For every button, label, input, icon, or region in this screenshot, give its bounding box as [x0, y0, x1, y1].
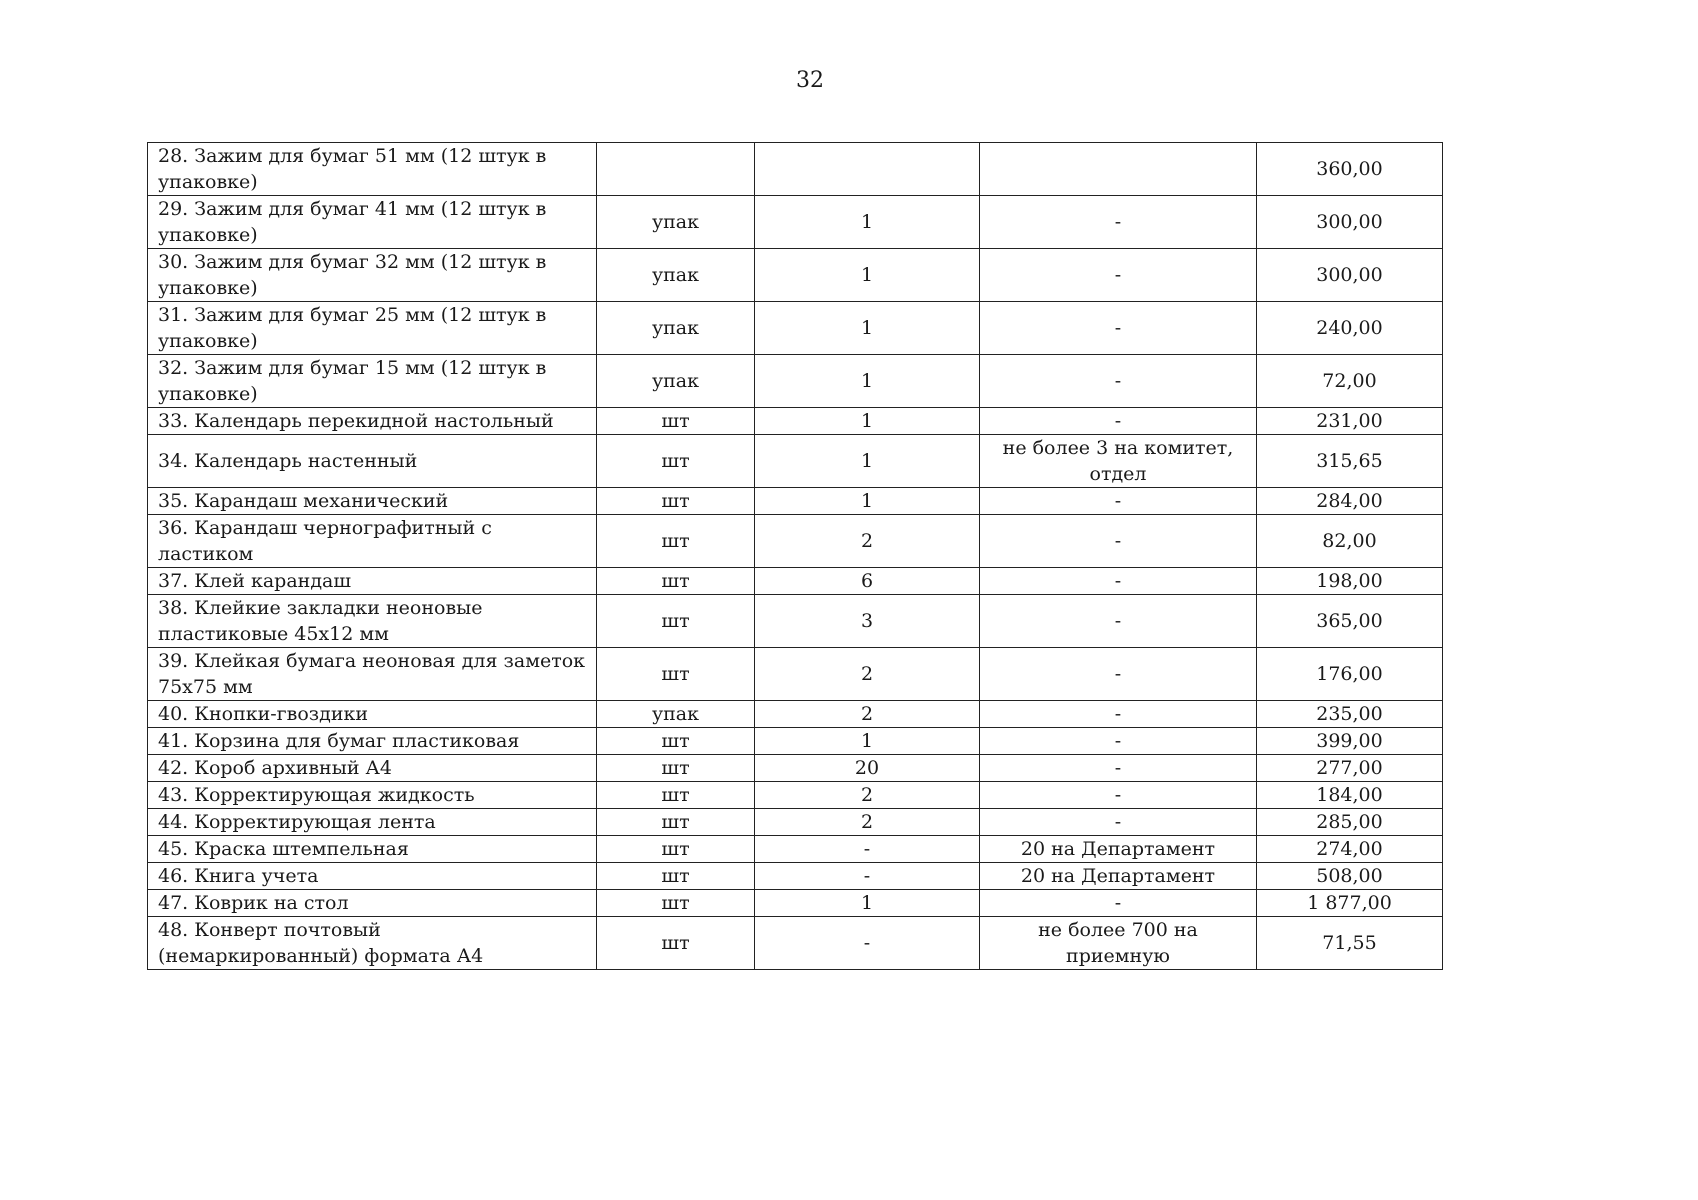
- item-name-cell: 32. Зажим для бумаг 15 мм (12 штук в упаковке): [148, 355, 597, 408]
- unit-cell: шт: [597, 836, 755, 863]
- item-name-cell: 43. Корректирующая жидкость: [148, 782, 597, 809]
- quantity-cell: 2: [755, 648, 980, 701]
- quantity-cell: 1: [755, 408, 980, 435]
- quantity-cell: 1: [755, 355, 980, 408]
- item-name-cell: 28. Зажим для бумаг 51 мм (12 штук в упаковке): [148, 143, 597, 196]
- quantity-cell: 3: [755, 595, 980, 648]
- table-row: [148, 595, 1443, 648]
- quantity-cell: 2: [755, 782, 980, 809]
- quantity-cell: [755, 143, 980, 196]
- quantity-cell: 1: [755, 302, 980, 355]
- item-name-cell: 37. Клей карандаш: [148, 568, 597, 595]
- item-name-cell: 44. Корректирующая лента: [148, 809, 597, 836]
- item-name-cell: 30. Зажим для бумаг 32 мм (12 штук в упаковке): [148, 249, 597, 302]
- note-cell: не более 3 на комитет, отдел: [980, 435, 1257, 488]
- price-cell: 274,00: [1257, 836, 1443, 863]
- item-name-cell: 38. Клейкие закладки неоновые пластиковые 45х12 мм: [148, 595, 597, 648]
- unit-cell: шт: [597, 809, 755, 836]
- table-row: [148, 408, 1443, 435]
- price-cell: 360,00: [1257, 143, 1443, 196]
- quantity-cell: 1: [755, 488, 980, 515]
- quantity-cell: 2: [755, 809, 980, 836]
- quantity-cell: 1: [755, 728, 980, 755]
- unit-cell: [597, 143, 755, 196]
- price-cell: 184,00: [1257, 782, 1443, 809]
- unit-cell: шт: [597, 782, 755, 809]
- note-cell: -: [980, 728, 1257, 755]
- unit-cell: шт: [597, 408, 755, 435]
- quantity-cell: -: [755, 836, 980, 863]
- note-cell: -: [980, 488, 1257, 515]
- note-cell: -: [980, 782, 1257, 809]
- table-row: [148, 515, 1443, 568]
- price-cell: 277,00: [1257, 755, 1443, 782]
- unit-cell: шт: [597, 595, 755, 648]
- unit-cell: шт: [597, 568, 755, 595]
- quantity-cell: 2: [755, 701, 980, 728]
- table-row: [148, 836, 1443, 863]
- item-name-cell: 48. Конверт почтовый (немаркированный) формата А4: [148, 917, 597, 970]
- quantity-cell: 1: [755, 196, 980, 249]
- table-row: [148, 701, 1443, 728]
- table-row: [148, 568, 1443, 595]
- item-name-cell: 39. Клейкая бумага неоновая для заметок 75х75 мм: [148, 648, 597, 701]
- table-row: [148, 890, 1443, 917]
- table-row: [148, 755, 1443, 782]
- table-row: [148, 143, 1443, 196]
- note-cell: [980, 143, 1257, 196]
- item-name-cell: 45. Краска штемпельная: [148, 836, 597, 863]
- quantity-cell: 6: [755, 568, 980, 595]
- table-row: [148, 302, 1443, 355]
- price-cell: 300,00: [1257, 196, 1443, 249]
- item-name-cell: 35. Карандаш механический: [148, 488, 597, 515]
- unit-cell: шт: [597, 863, 755, 890]
- note-cell: -: [980, 196, 1257, 249]
- note-cell: -: [980, 890, 1257, 917]
- item-name-cell: 29. Зажим для бумаг 41 мм (12 штук в упаковке): [148, 196, 597, 249]
- note-cell: -: [980, 595, 1257, 648]
- quantity-cell: 1: [755, 435, 980, 488]
- table-row: [148, 728, 1443, 755]
- table-row: [148, 488, 1443, 515]
- unit-cell: шт: [597, 515, 755, 568]
- item-name-cell: 33. Календарь перекидной настольный: [148, 408, 597, 435]
- quantity-cell: 20: [755, 755, 980, 782]
- quantity-cell: 1: [755, 890, 980, 917]
- item-name-cell: 34. Календарь настенный: [148, 435, 597, 488]
- price-cell: 300,00: [1257, 249, 1443, 302]
- table-row: [148, 435, 1443, 488]
- table-row: [148, 648, 1443, 701]
- note-cell: 20 на Департамент: [980, 863, 1257, 890]
- unit-cell: упак: [597, 302, 755, 355]
- table-row: [148, 249, 1443, 302]
- unit-cell: упак: [597, 196, 755, 249]
- unit-cell: упак: [597, 355, 755, 408]
- quantity-cell: 2: [755, 515, 980, 568]
- note-cell: -: [980, 515, 1257, 568]
- quantity-cell: -: [755, 863, 980, 890]
- note-cell: -: [980, 648, 1257, 701]
- unit-cell: шт: [597, 435, 755, 488]
- item-name-cell: 40. Кнопки-гвоздики: [148, 701, 597, 728]
- unit-cell: шт: [597, 917, 755, 970]
- price-cell: 508,00: [1257, 863, 1443, 890]
- price-cell: 72,00: [1257, 355, 1443, 408]
- price-cell: 235,00: [1257, 701, 1443, 728]
- page-number: 32: [796, 68, 824, 93]
- quantity-cell: -: [755, 917, 980, 970]
- item-name-cell: 47. Коврик на стол: [148, 890, 597, 917]
- price-cell: 82,00: [1257, 515, 1443, 568]
- unit-cell: упак: [597, 701, 755, 728]
- unit-cell: шт: [597, 890, 755, 917]
- note-cell: -: [980, 809, 1257, 836]
- unit-cell: шт: [597, 728, 755, 755]
- unit-cell: шт: [597, 488, 755, 515]
- price-cell: 240,00: [1257, 302, 1443, 355]
- note-cell: -: [980, 355, 1257, 408]
- table-row: [148, 355, 1443, 408]
- price-cell: 176,00: [1257, 648, 1443, 701]
- note-cell: не более 700 на приемную: [980, 917, 1257, 970]
- price-cell: 284,00: [1257, 488, 1443, 515]
- item-name-cell: 42. Короб архивный А4: [148, 755, 597, 782]
- table-row: [148, 863, 1443, 890]
- table-row: [148, 809, 1443, 836]
- price-cell: 231,00: [1257, 408, 1443, 435]
- item-name-cell: 36. Карандаш чернографитный с ластиком: [148, 515, 597, 568]
- supplies-table: [147, 142, 1443, 970]
- price-cell: 285,00: [1257, 809, 1443, 836]
- quantity-cell: 1: [755, 249, 980, 302]
- note-cell: -: [980, 568, 1257, 595]
- item-name-cell: 41. Корзина для бумаг пластиковая: [148, 728, 597, 755]
- price-cell: 198,00: [1257, 568, 1443, 595]
- price-cell: 71,55: [1257, 917, 1443, 970]
- table-row: [148, 196, 1443, 249]
- table-row: [148, 782, 1443, 809]
- price-cell: 1 877,00: [1257, 890, 1443, 917]
- unit-cell: шт: [597, 755, 755, 782]
- note-cell: -: [980, 249, 1257, 302]
- table-row: [148, 917, 1443, 970]
- note-cell: -: [980, 701, 1257, 728]
- note-cell: -: [980, 408, 1257, 435]
- item-name-cell: 46. Книга учета: [148, 863, 597, 890]
- note-cell: -: [980, 302, 1257, 355]
- price-cell: 399,00: [1257, 728, 1443, 755]
- price-cell: 365,00: [1257, 595, 1443, 648]
- item-name-cell: 31. Зажим для бумаг 25 мм (12 штук в упаковке): [148, 302, 597, 355]
- unit-cell: упак: [597, 249, 755, 302]
- note-cell: 20 на Департамент: [980, 836, 1257, 863]
- note-cell: -: [980, 755, 1257, 782]
- unit-cell: шт: [597, 648, 755, 701]
- price-cell: 315,65: [1257, 435, 1443, 488]
